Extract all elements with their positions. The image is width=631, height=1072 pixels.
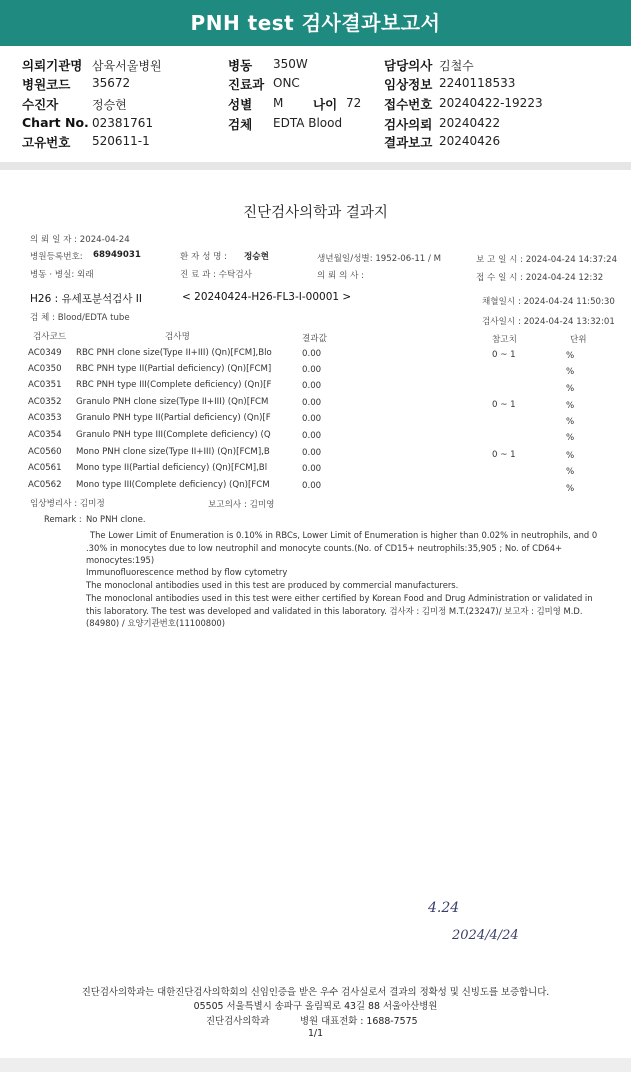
accession-number: < 20240424-H26-FL3-I-00001 > [182,291,352,303]
remark-line: (84980) / 요양기관번호(11100800) [86,618,226,628]
label-report-date: 결과보고 [384,135,433,150]
value-clinical-info: 2240118533 [439,76,516,90]
row-test-name: Mono type II(Partial deficiency) (Qn)[FCM],Bl [76,463,268,473]
col-header-name: 검사명 [165,332,190,342]
row-test-name: Mono PNH clone size(Type II+III) (Qn)[FCM],B [76,447,270,457]
remark-line: .30% in monocytes due to low neutrophil and monocyte counts.(No. of CD15+ neutrophils:35,905 ; No. of CD64+ [86,543,563,553]
remark-label: Remark : [44,514,82,524]
row-result: 0.00 [302,448,322,458]
row-test-name: Granulo PNH clone size(Type II+III) (Qn)[FCM [76,397,269,407]
birth-sex: 생년월일/성별: 1952-06-11 / M [317,254,442,264]
value-report-date: 20240426 [439,134,501,148]
value-requester: 삼육서울병원 [92,59,162,73]
row-unit: % [566,484,575,494]
divider [0,162,631,170]
footer-department: 진단검사의학과 [206,1016,270,1027]
value-department: ONC [273,76,300,90]
col-header-unit: 단위 [570,335,587,345]
row-code: AC0353 [28,413,62,423]
remark-line: No PNH clone. [86,514,146,524]
row-result: 0.00 [302,431,322,441]
reg-no-label: 병원등록번호: [30,252,83,262]
patient-name: 정승현 [244,252,269,262]
row-code: AC0349 [28,348,62,358]
request-date: 의 뢰 일 자 : 2024-04-24 [30,235,130,245]
row-result: 0.00 [302,398,322,408]
col-header-code: 검사코드 [33,332,67,342]
collected-datetime: 채혈일시 : 2024-04-24 11:50:30 [482,297,615,307]
report-datetime: 보 고 일 시 : 2024-04-24 14:37:24 [476,255,618,265]
handwritten-date: 4.24 [428,900,460,916]
specimen-type: 검 체 : Blood/EDTA tube [30,313,130,323]
value-patient: 정승현 [92,98,127,112]
row-code: AC0561 [28,463,62,473]
row-unit: % [566,467,575,477]
row-unit: % [566,417,575,427]
page-title: PNH test 검사결과보고서 [190,11,441,35]
label-request-date: 검사의뢰 [384,117,433,132]
label-hospital-code: 병원코드 [22,77,71,92]
receipt-datetime: 접 수 일 시 : 2024-04-24 12:32 [476,273,604,283]
remark-line: this laboratory. The test was developed and validated in this laboratory. 검사자 : 김미정 M.T.(23247)/ 보고자 : 김미영 M.D. [86,606,583,616]
row-test-name: RBC PNH type II(Partial deficiency) (Qn)[FCM] [76,364,272,374]
value-hospital-code: 35672 [92,76,131,90]
value-specimen: EDTA Blood [273,116,343,130]
row-code: AC0350 [28,364,62,374]
footer-certification: 진단검사의학과는 대한진단검사의학회의 신임인증을 받은 우수 검사실로서 결과의 정확성 및 신빙도를 보증합니다. [81,987,550,998]
row-code: AC0354 [28,430,62,440]
ward-room: 병동 · 병실: 외래 [30,270,94,280]
row-unit: % [566,433,575,443]
row-ref: 0 ~ 1 [492,350,516,360]
row-unit: % [566,351,575,361]
row-code: AC0352 [28,397,62,407]
test-datetime: 검사일시 : 2024-04-24 13:32:01 [482,317,615,327]
value-sex: M [273,96,284,110]
page-number: 1/1 [307,1028,324,1039]
footer-phone: 병원 대표전화 : 1688-7575 [300,1016,418,1027]
bottom-strip [0,1058,631,1072]
row-test-name: RBC PNH clone size(Type II+III) (Qn)[FCM],Blo [76,348,272,358]
ordering-doctor: 의 뢰 의 사 : [317,271,365,281]
label-unique-no: 고유번호 [22,135,71,150]
row-test-name: Granulo PNH type II(Partial deficiency) (Qn)[F [76,413,271,423]
remark-line: Immunofluorescence method by flow cytometry [86,567,288,577]
reg-no: 68949031 [93,250,141,260]
label-chart-no: Chart No. [22,115,89,130]
row-unit: % [566,367,575,377]
row-code: AC0560 [28,447,62,457]
row-result: 0.00 [302,481,322,491]
value-unique-no: 520611-1 [92,134,150,148]
row-result: 0.00 [302,464,322,474]
col-header-ref: 참고치 [492,335,517,345]
row-result: 0.00 [302,365,322,375]
row-test-name: Mono type III(Complete deficiency) (Qn)[FCM [76,480,270,490]
row-ref: 0 ~ 1 [492,400,516,410]
value-age: 72 [346,96,362,110]
row-result: 0.00 [302,381,322,391]
label-age: 나이 [313,97,338,112]
label-department: 진료과 [228,77,265,92]
value-request-date: 20240422 [439,116,501,130]
report-title: 진단검사의학과 결과지 [243,205,388,221]
row-result: 0.00 [302,349,322,359]
value-doctor: 김철수 [439,59,474,73]
row-unit: % [566,401,575,411]
label-doctor: 담당의사 [384,58,433,73]
footer-address: 05505 서울특별시 송파구 올림픽로 43길 88 서울아산병원 [193,1001,438,1012]
value-chart-no: 02381761 [92,116,154,130]
row-code: AC0351 [28,380,62,390]
value-receipt-no: 20240422-19223 [439,96,543,110]
section-title: H26 : 유세포분석검사 II [30,293,143,305]
remark-line: The monoclonal antibodies used in this test are produced by commercial manufacturers. [86,580,459,590]
remark-line: The monoclonal antibodies used in this test were either certified by Korean Food and Drug Administration or validated in [86,593,593,603]
label-specimen: 검체 [228,117,253,132]
row-result: 0.00 [302,414,322,424]
patient-label: 환 자 성 명 : [180,252,228,262]
row-unit: % [566,384,575,394]
label-receipt-no: 접수번호 [384,97,433,112]
reporting-doctor: 보고의사 : 김미영 [208,500,275,510]
row-test-name: RBC PNH type III(Complete deficiency) (Qn)[F [76,380,272,390]
remark-line: monocytes:195) [86,555,155,565]
row-ref: 0 ~ 1 [492,450,516,460]
label-clinical-info: 임상정보 [384,77,433,92]
pathologist: 임상병리사 : 김미정 [30,499,105,509]
remark-line: The Lower Limit of Enumeration is 0.10% in RBCs, Lower Limit of Enumeration is higher than 0.02% in neutrophils, and 0 [90,530,598,540]
department: 진 료 과 : 수탁검사 [180,270,252,280]
value-ward: 350W [273,57,308,71]
row-code: AC0562 [28,480,62,490]
label-sex: 성별 [228,97,253,112]
label-requester: 의뢰기관명 [22,58,83,73]
row-unit: % [566,451,575,461]
label-patient: 수진자 [22,97,59,112]
row-test-name: Granulo PNH type III(Complete deficiency) (Q [76,430,271,440]
label-ward: 병동 [228,58,253,73]
col-header-result: 결과값 [302,334,327,344]
handwritten-signature: 2024/4/24 [452,928,519,943]
